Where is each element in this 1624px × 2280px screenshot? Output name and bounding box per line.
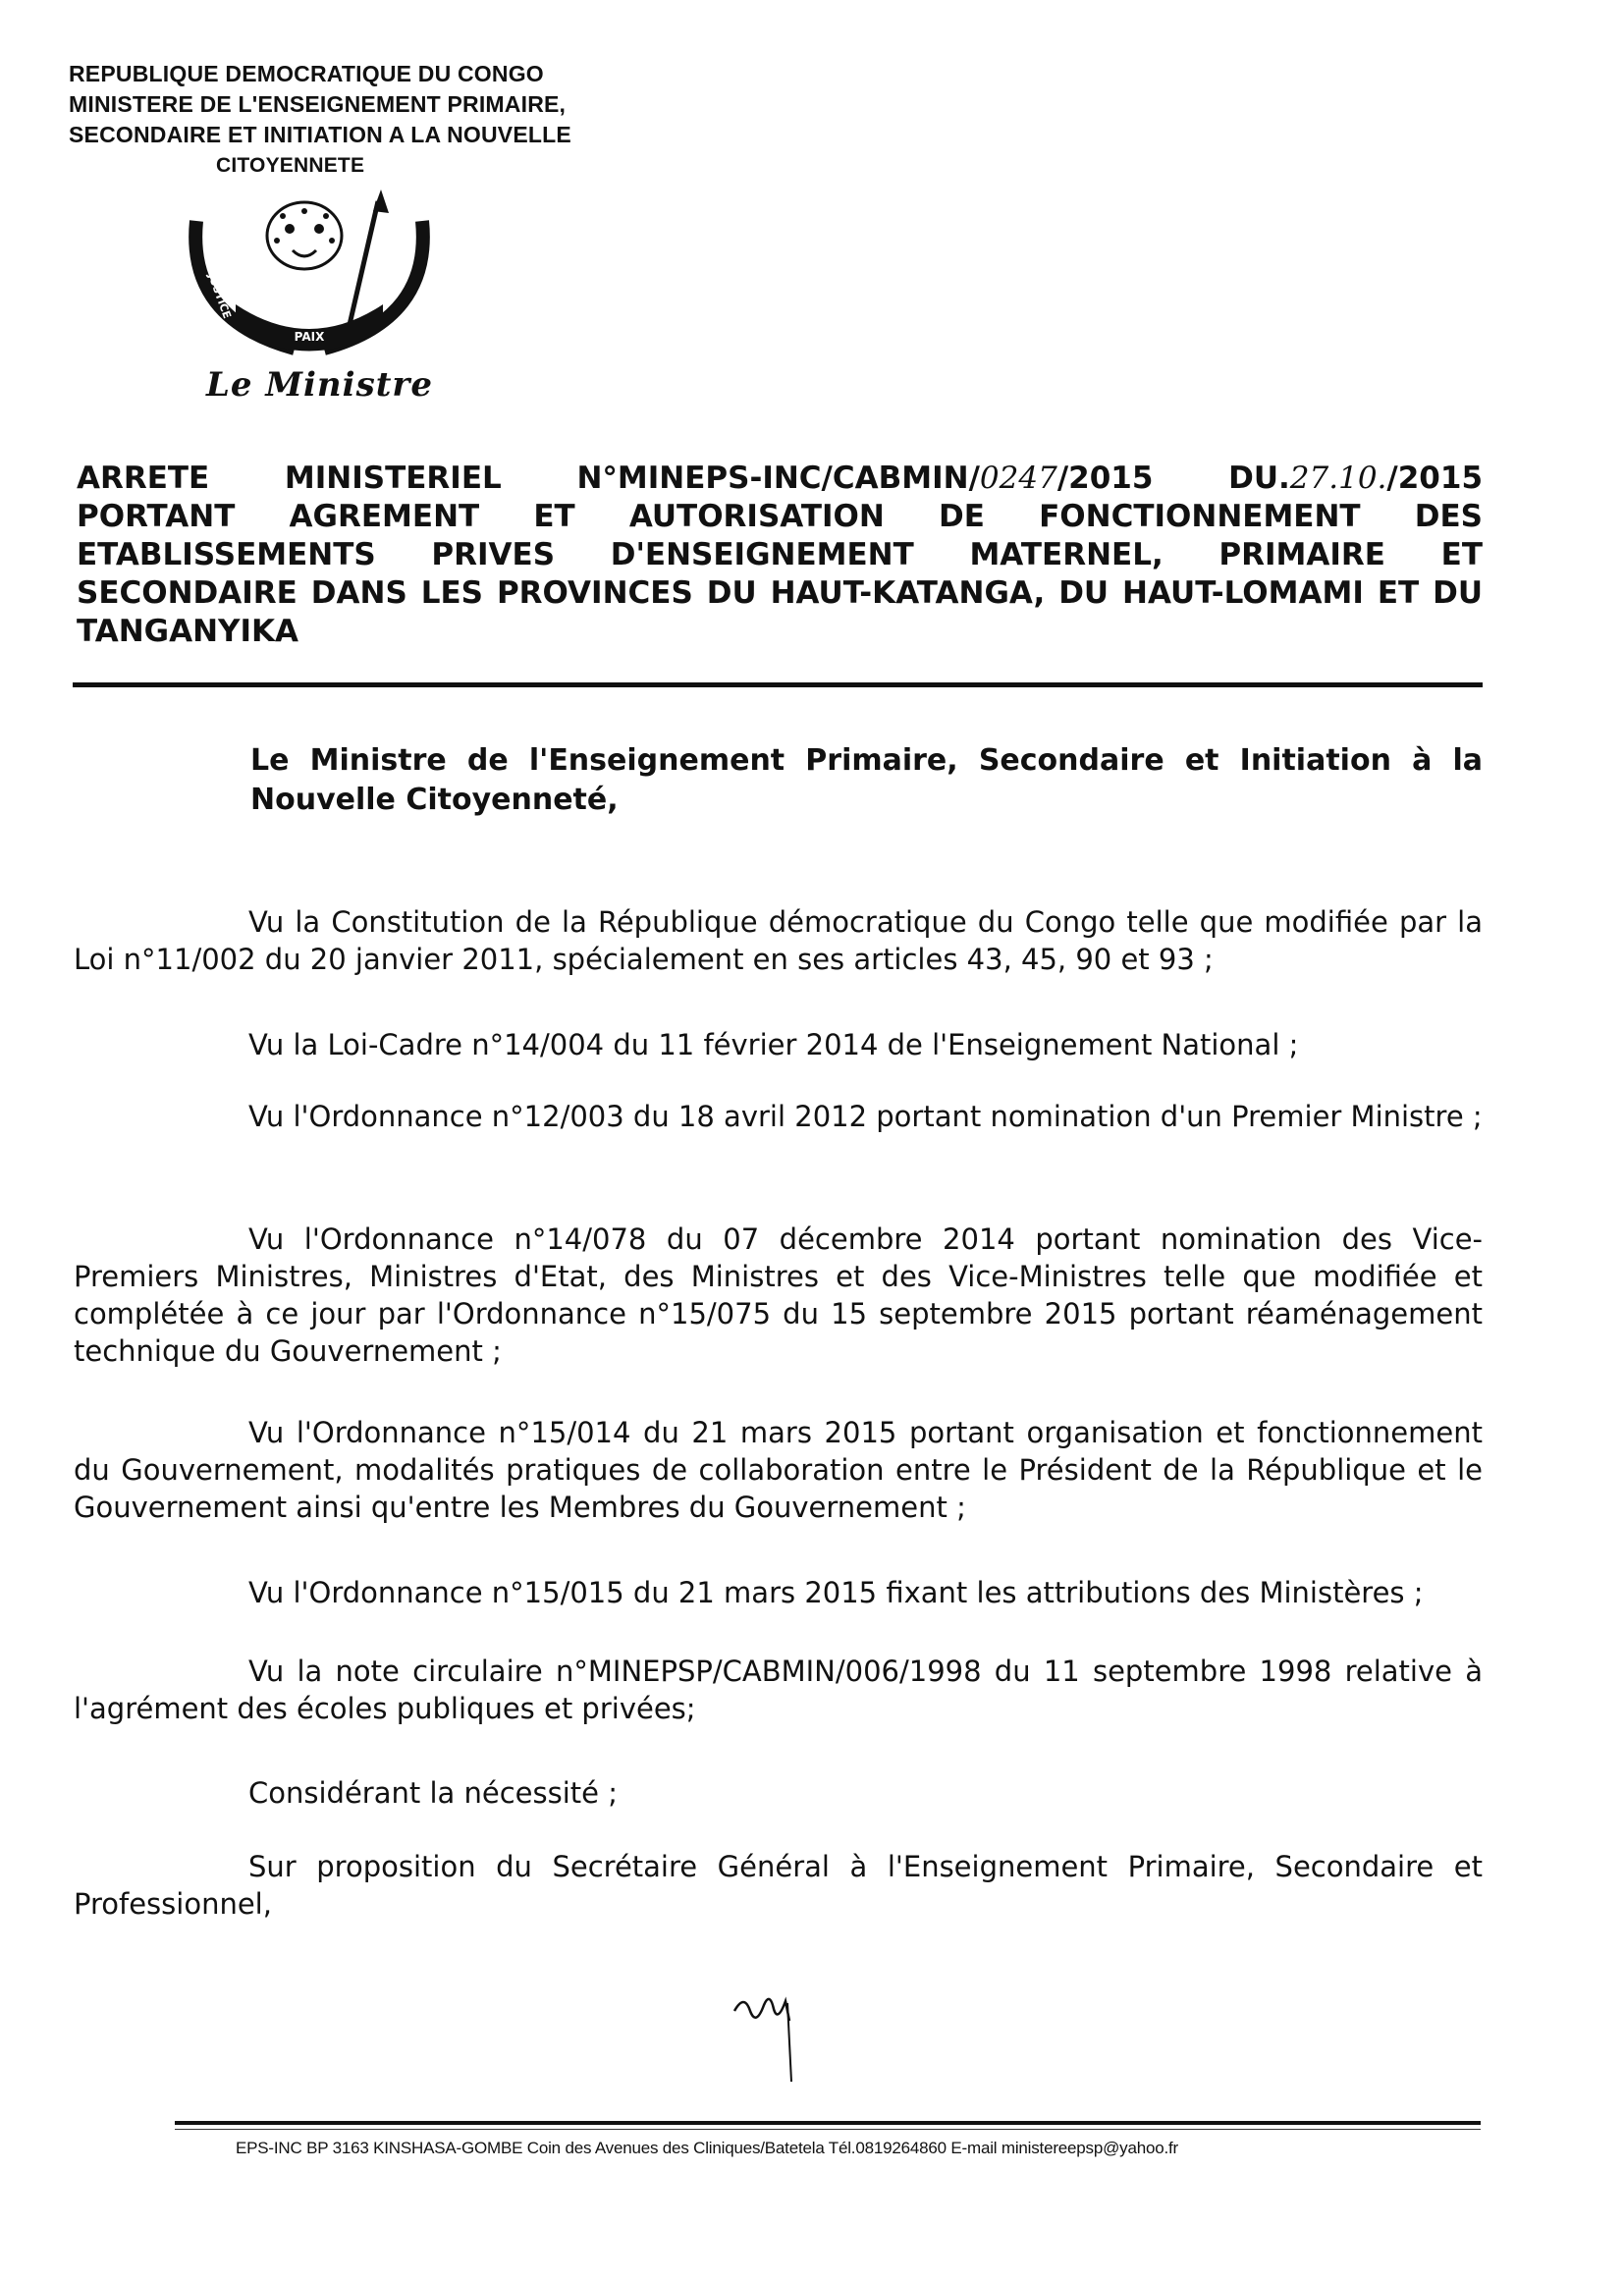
- minister-title: Le Ministre: [206, 365, 433, 405]
- motto-right: TRAVAIL: [387, 244, 417, 297]
- paragraph-proposition: Sur proposition du Secrétaire Général à l'Enseignement Primaire, Secondaire et Professionnel,: [74, 1850, 1483, 1921]
- letterhead-line-country: REPUBLIQUE DEMOCRATIQUE DU CONGO: [69, 61, 544, 86]
- paragraph-ordonnance-attributions: Vu l'Ordonnance n°15/015 du 21 mars 2015 fixant les attributions des Ministères ;: [248, 1576, 1424, 1609]
- decree-title: [77, 460, 1483, 651]
- decree-date: 27.10.: [1289, 461, 1387, 496]
- motto-left: JUSTICE: [205, 271, 234, 321]
- decree-number: 0247: [979, 461, 1057, 496]
- letterhead: [69, 59, 658, 181]
- footer-divider-thin: [175, 2129, 1481, 2130]
- decree-mid: /2015 DU.: [1056, 461, 1290, 496]
- letterhead-line-ministry-cont: SECONDAIRE ET INITIATION A LA NOUVELLE: [69, 122, 571, 147]
- paragraph-ordonnance-gouvernement: Vu l'Ordonnance n°14/078 du 07 décembre 2014 portant nomination des Vice-Premiers Ministres, Ministres d'Etat, des Ministres et des Vice-Ministres telle que modifiée et complétée à ce jour par l'Ordonnance n°15/075 du 15 septembre 2015 portant réaménagement technique du Gouvernement ;: [74, 1222, 1483, 1368]
- decree-prefix: ARRETE MINISTERIEL N°MINEPS-INC/CABMIN/: [77, 461, 980, 496]
- paragraph-note-circulaire: Vu la note circulaire n°MINEPSP/CABMIN/006/1998 du 11 septembre 1998 relative à l'agrément des écoles publiques et privées;: [74, 1655, 1483, 1725]
- paragraph-ordonnance-organisation: Vu l'Ordonnance n°15/014 du 21 mars 2015 portant organisation et fonctionnement du Gouvernement, modalités pratiques de collaboration entre le Président de la République et le Gouvernement ainsi qu'entre les Membres du Gouvernement ;: [74, 1416, 1483, 1524]
- paragraph-loi-cadre: Vu la Loi-Cadre n°14/004 du 11 février 2014 de l'Enseignement National ;: [248, 1028, 1299, 1061]
- motto-center: PAIX: [294, 330, 325, 344]
- initials-signature: [727, 1983, 815, 2091]
- decree-suffix: /2015: [1386, 461, 1484, 496]
- motto-banner: [236, 304, 383, 352]
- paragraph-considerant: Considérant la nécessité ;: [248, 1776, 618, 1810]
- paragraph-constitution: Vu la Constitution de la République démocratique du Congo telle que modifiée par la Loi n°11/002 du 20 janvier 2011, spécialement en ses articles 43, 45, 90 et 93 ;: [74, 905, 1483, 976]
- decree-title-line-1: [77, 460, 1483, 498]
- paragraph-ordonnance-premier-ministre: Vu l'Ordonnance n°12/003 du 18 avril 2012 portant nomination d'un Premier Ministre ;: [248, 1100, 1483, 1133]
- decree-title-line-4: SECONDAIRE DANS LES PROVINCES DU HAUT-KATANGA, DU HAUT-LOMAMI ET DU: [77, 575, 1483, 611]
- letterhead-line-ministry: MINISTERE DE L'ENSEIGNEMENT PRIMAIRE,: [69, 91, 567, 117]
- coat-of-arms-emblem: [167, 182, 452, 368]
- decree-title-line-3: ETABLISSEMENTS PRIVES D'ENSEIGNEMENT MATERNEL, PRIMAIRE ET: [77, 537, 1483, 572]
- decree-title-line-2: PORTANT AGREMENT ET AUTORISATION DE FONCTIONNEMENT DES: [77, 499, 1483, 534]
- footer-address: EPS-INC BP 3163 KINSHASA-GOMBE Coin des Avenues des Cliniques/Batetela Tél.0819264860 E-mail ministereepsp@yahoo.fr: [236, 2139, 1178, 2157]
- spear-icon: [349, 201, 378, 329]
- letterhead-line-citizenship: CITOYENNETE: [216, 154, 365, 177]
- title-divider: [73, 682, 1483, 687]
- footer-divider: [175, 2121, 1481, 2125]
- addressee: Le Ministre de l'Enseignement Primaire, Secondaire et Initiation à la Nouvelle Citoyenneté,: [250, 743, 1483, 817]
- decree-title-line-5: TANGANYIKA: [77, 614, 299, 649]
